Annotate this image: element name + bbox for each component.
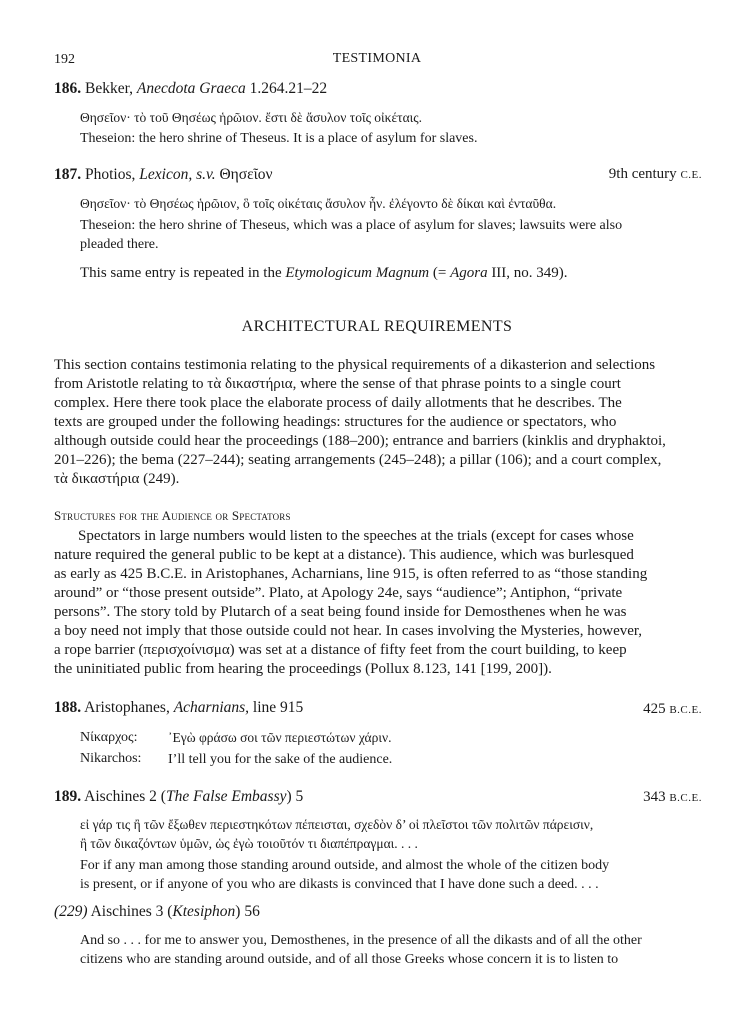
speaker-english: Nikarchos: <box>80 751 142 766</box>
entry-187-translation: Theseion: the hero shrine of Theseus, which was a place of asylum for slaves; lawsuits were also pleaded there. <box>80 218 623 252</box>
entry-ref: Θησεῖον <box>219 166 273 183</box>
entry-229-heading <box>54 903 260 921</box>
entry-work: The False Embassy <box>165 788 287 805</box>
entry-186-greek: Θησεῖον· τὸ τοῦ Θησέως ἡρῶιον. ἔστι δὲ ἄσυλον τοῖς οἰκέταις. <box>80 110 423 125</box>
entry-work: Lexicon, s.v. <box>139 166 216 183</box>
entry-187-heading <box>54 166 273 184</box>
entry-187-note: This same entry is repeated in the Etymologicum Magnum (= Agora III, no. 349). <box>80 265 568 281</box>
entry-189-date: 343 B.C.E. <box>643 789 702 805</box>
running-title: TESTIMONIA <box>332 51 422 66</box>
entry-work: Anecdota Graeca <box>136 80 246 97</box>
entry-number: 189. <box>54 788 82 805</box>
entry-187-greek: Θησεῖον· τὸ Θησέως ἡρῶιον, ὃ τοῖς οἰκέταις ἄσυλον ἦν. ἐλέγοντο δὲ δίκαι καὶ ἐνταῦθα. <box>80 196 557 211</box>
entry-188-heading <box>54 699 303 717</box>
section-intro: This section contains testimonia relating to the physical requirements of a dikasterion and selections from Aristotle relating to τὰ δικαστήρια, where the sense of that phrase points to a single court complex. Here there took place the elaborate process of daily allotments that he describes. The texts are grouped under the following headings: structures for the audience or spectators, who although outside could hear the proceedings (188–200); entrance and barriers (kinklis and dryphaktoi, 201–226); the bema (227–244); seating arrangements (245–248); a pillar (106); and a court complex, τὰ δικαστήρια (249). <box>54 357 666 487</box>
entry-189-greek-2: ἢ τῶν δικαζόντων ὑμῶν, ὡς ἐγὼ τοιοῦτόν τι διαπέπραγμαι. . . . <box>80 836 418 851</box>
entry-number: (229) <box>54 903 88 920</box>
entry-number: 187. <box>54 166 82 183</box>
section-title: ARCHITECTURAL REQUIREMENTS <box>241 318 513 335</box>
subsection-paragraph: Spectators in large numbers would listen to the speeches at the trials (except for cases whose nature required the general public to be kept at a distance). This audience, which was burlesqued as early as 425 B.C.E. in Aristophanes, Acharnians, line 915, is often referred to as “those standing around” or “those present outside”. Plato, at Apology 24e, says “audience”; Antiphon, “private persons”. The story told by Plutarch of a seat being found inside for Demosthenes when he was a boy need not imply that those outside could not hear. In cases involving the Mysteries, however, a rope barrier (περισχοίνισμα) was set at a distance of fifty feet from the court building, to keep the uninitiated public from hearing the proceedings (Pollux 8.123, 141 [199, 200]). <box>54 528 648 677</box>
entry-ref: ) 5 <box>286 788 304 805</box>
entry-188-translation: I’ll tell you for the sake of the audience. <box>168 752 393 767</box>
entry-186-heading <box>54 80 327 98</box>
entry-source: Aristophanes, <box>84 699 170 716</box>
entry-source: Aischines 2 ( <box>84 788 166 805</box>
page-number: 192 <box>54 52 75 67</box>
entry-source: Bekker, <box>85 80 134 97</box>
entry-189-heading <box>54 788 303 806</box>
entry-ref: 1.264.21–22 <box>249 80 328 97</box>
entry-number: 188. <box>54 699 82 716</box>
entry-work: Acharnians, <box>173 699 250 716</box>
subsection-title: Structures for the Audience or Spectators <box>54 508 291 523</box>
entry-source: Photios, <box>85 166 136 183</box>
entry-188-date: 425 B.C.E. <box>643 701 702 717</box>
entry-229-translation: And so . . . for me to answer you, Demosthenes, in the presence of all the dikasts and of all the other citizens who are standing around outside, and of all those Greeks whose concern it is to listen to <box>80 933 642 967</box>
speaker-greek: Νίκαρχος: <box>80 730 138 745</box>
entry-188-greek: ᾿Εγὼ φράσω σοι τῶν περιεστώτων χάριν. <box>168 730 392 745</box>
entry-186-translation: Theseion: the hero shrine of Theseus. It is a place of asylum for slaves. <box>80 131 478 146</box>
entry-189-translation: For if any man among those standing around outside, and almost the whole of the citizen body is present, or if anyone of you who are dikasts is convinced that I have done such a deed. . . . <box>80 858 610 892</box>
entry-ref: ) 56 <box>235 903 260 920</box>
entry-187-date: 9th century C.E. <box>608 166 702 182</box>
entry-work: Ktesiphon <box>172 903 236 920</box>
entry-ref: line 915 <box>252 699 304 716</box>
entry-189-greek-1: εἰ γάρ τις ἢ τῶν ἔξωθεν περιεστηκότων πέπεισται, σχεδὸν δ’ οἱ πλεῖστοι τῶν πολιτῶν πάρεισιν, <box>80 817 594 832</box>
entry-source: Aischines 3 ( <box>90 903 173 920</box>
entry-number: 186. <box>54 80 82 97</box>
